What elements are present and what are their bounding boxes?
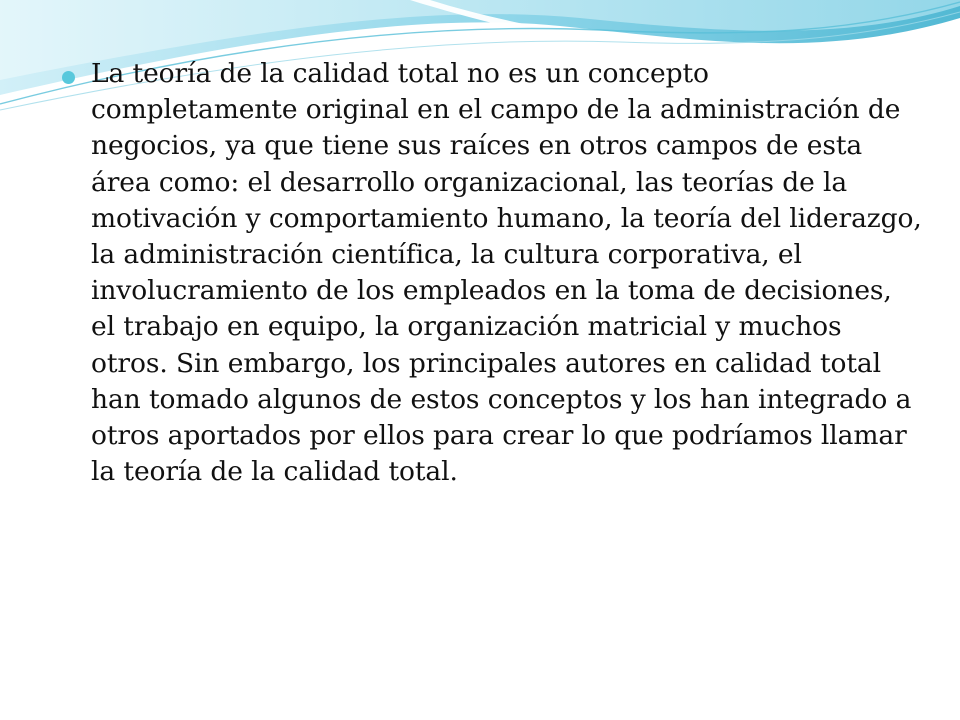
bullet-text: La teoría de la calidad total no es un concepto completamente original en el campo de la administración de negocios, ya que tiene sus raíces en otros campos de esta área como: el desarrollo organizacional, las teorías de la motivación y comportamiento humano, la teoría del liderazgo, la administración científica, la cultura corporativa, el involucramiento de los empleados en la toma de decisiones, el trabajo en equipo, la organización matricial y muchos otros. Sin embargo, los principales autores en calidad total han tomado algunos de estos conceptos y los han integrado a otros aportados por ellos para crear lo que podríamos llamar la teoría de la calidad total.: [91, 58, 922, 488]
slide-content: [62, 56, 922, 490]
bullet-item: [62, 56, 922, 490]
bullet-dot-icon: [62, 71, 75, 84]
